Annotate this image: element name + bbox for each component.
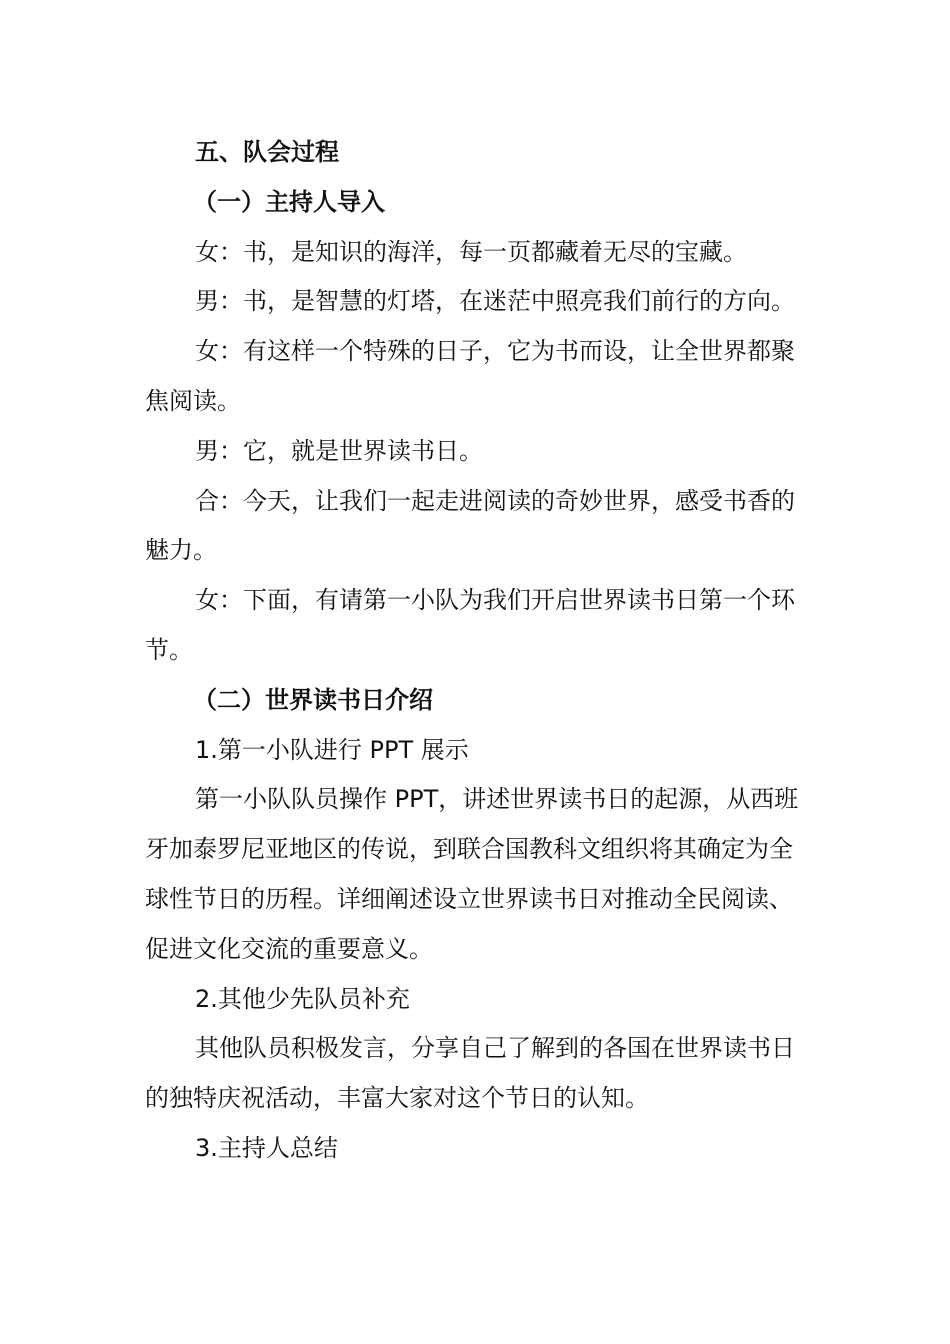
paragraph: 女：书，是知识的海洋，每一页都藏着无尽的宝藏。: [195, 237, 747, 266]
document-page: [145, 128, 807, 1174]
paragraph: 其他队员积极发言，分享自己了解到的各国在世界读书日的独特庆祝活动，丰富大家对这个节日的认知。: [145, 1034, 795, 1113]
list-item: 3.主持人总结: [195, 1133, 338, 1162]
subsection-heading-host-intro: （一）主持人导入: [193, 187, 385, 216]
paragraph: 女：有这样一个特殊的日子，它为书而设，让全世界都聚焦阅读。: [145, 337, 795, 415]
list-item: 1.第一小队进行 PPT 展示: [195, 735, 469, 764]
subsection-heading-reading-day: （二）世界读书日介绍: [193, 685, 433, 714]
paragraph: 女：下面，有请第一小队为我们开启世界读书日第一个环节。: [145, 586, 795, 664]
list-item: 2.其他少先队员补充: [195, 984, 410, 1013]
section-heading: 五、队会过程: [195, 138, 339, 166]
paragraph: 合：今天，让我们一起走进阅读的奇妙世界，感受书香的魅力。: [145, 486, 795, 565]
paragraph: 男：它，就是世界读书日。: [195, 436, 483, 465]
paragraph: 男：书，是智慧的灯塔，在迷茫中照亮我们前行的方向。: [195, 287, 795, 316]
paragraph: 第一小队队员操作 PPT，讲述世界读书日的起源，从西班牙加泰罗尼亚地区的传说，到联合国教科文组织将其确定为全球性节日的历程。详细阐述设立世界读书日对推动全民阅读、促进文化交流的重要意义。: [145, 785, 799, 963]
